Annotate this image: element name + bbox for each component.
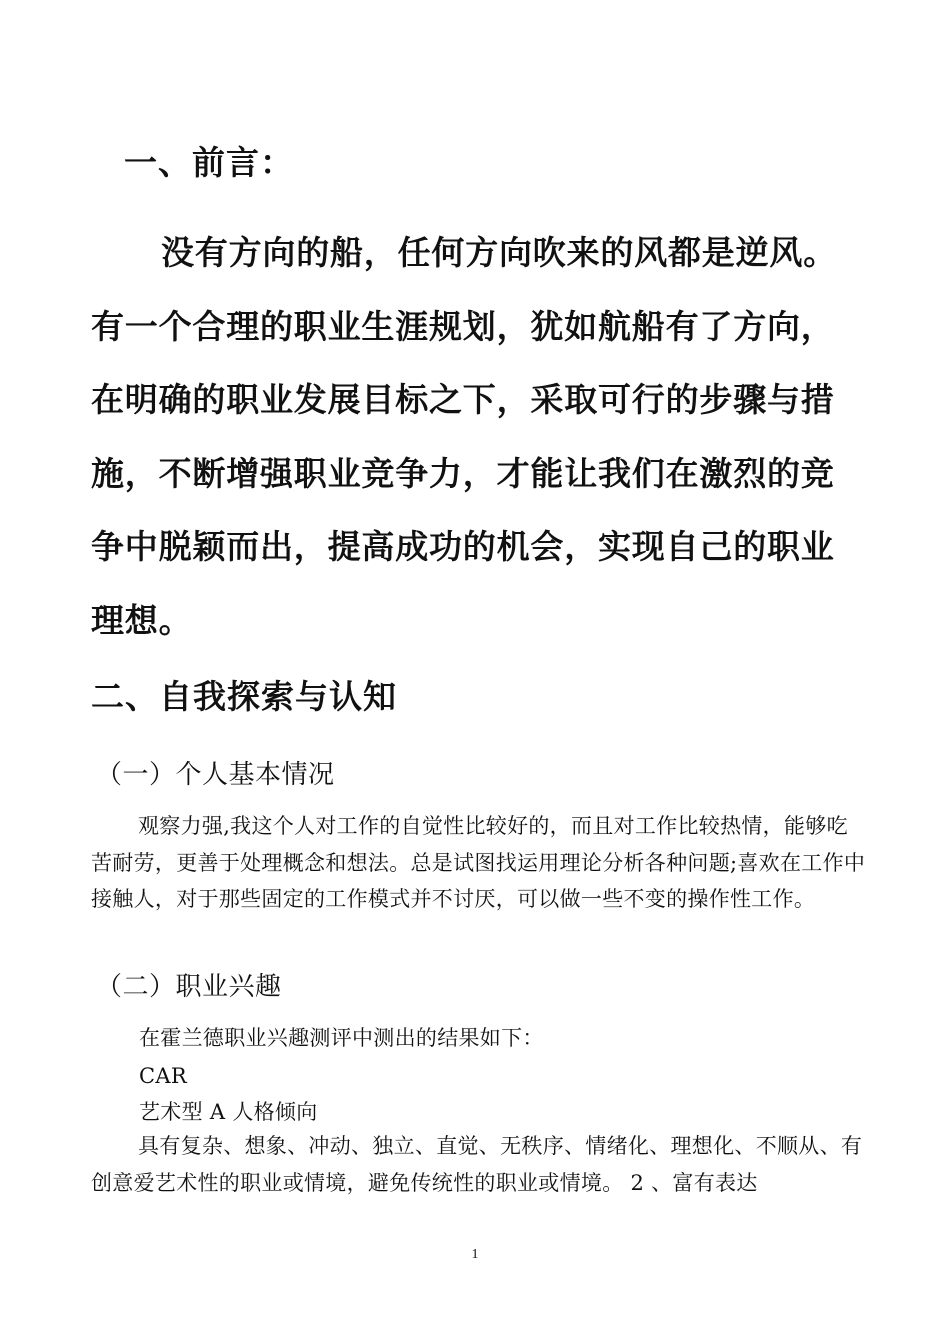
basic-info-paragraph: 观察力强,我这个人对工作的自觉性比较好的，而且对工作比较热情，能够吃苦耐劳，更善于处理概念和想法。总是试图找运用理论分析各种问题;喜欢在工作中接触人，对于那些固定的工作模式并不讨厌，可以做一些不变的操作性工作。	[91, 814, 866, 911]
holland-code: CAR	[139, 1064, 187, 1088]
subsection-heading-interest: （二）职业兴趣	[96, 972, 282, 1002]
interest-result-intro: 在霍兰德职业兴趣测评中测出的结果如下：	[139, 1026, 544, 1050]
section-heading-intro: 一、前言：	[124, 143, 294, 182]
personality-type-label: 艺术型 A 人格倾向	[139, 1100, 318, 1124]
personality-type-description: 具有复杂、想象、冲动、独立、直觉、无秩序、情绪化、理想化、不顺从、有创意爱艺术性的职业或情境，避免传统性的职业或情境。 2 、富有表达	[91, 1134, 863, 1195]
intro-paragraph: 没有方向的船，任何方向吹来的风都是逆风。有一个合理的职业生涯规划，犹如航船有了方向，在明确的职业发展目标之下，采取可行的步骤与措施，不断增强职业竞争力，才能让我们在激烈的竞争中脱颖而出，提高成功的机会，实现自己的职业理想。	[91, 233, 837, 640]
page-number: 1	[471, 1247, 479, 1262]
subsection-heading-basic-info: （一）个人基本情况	[96, 760, 335, 790]
section-heading-self-exploration: 二、自我探索与认知	[91, 677, 397, 716]
